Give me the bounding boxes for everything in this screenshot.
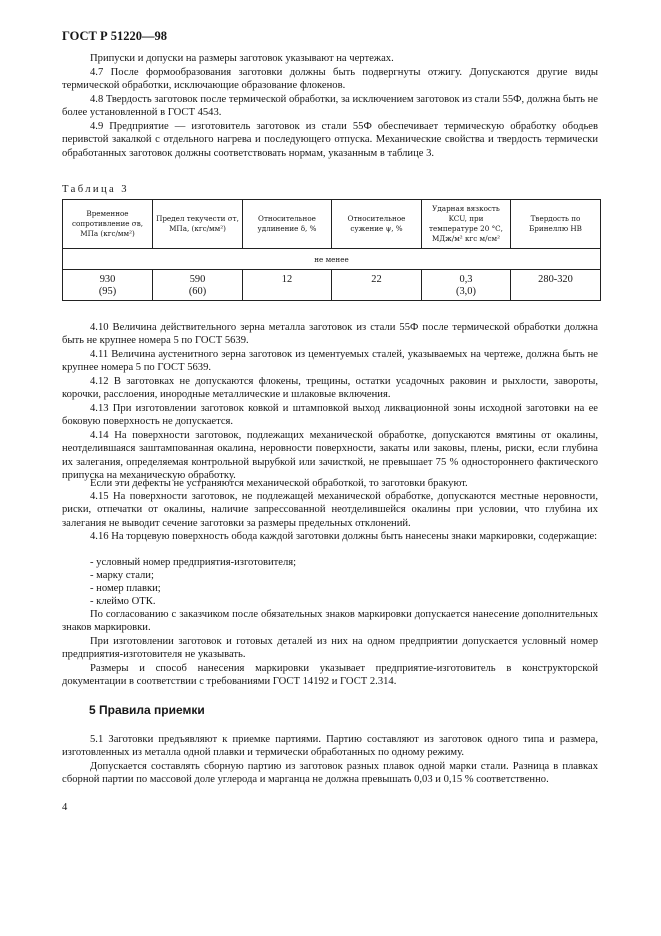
paragraph-4-15: 4.15 На поверхности заготовок, не подлежащей механической обработке, допускаются местные неровности, риски, отпечатки от окалины, наличие запрессованной неотделившейся окалины при условии, что глубина их залегания не выводит сечение заготовки за размеры предельных отклонений. [62,491,598,529]
paragraph-marking-method: Размеры и способ нанесения маркировки указывает предприятие-изготовитель в конструкторской документации в соответствии с требованиями ГОСТ 14192 и ГОСТ 2.314. [62,663,598,688]
table-3 [62,199,601,301]
list-item: - условный номер предприятия-изготовителя; [90,557,297,568]
paragraph-4-13: 4.13 При изготовлении заготовок ковкой и штамповкой выход ликвационной зоны исходной заготовки на ее боковую поверхность не допускается. [62,403,598,428]
paragraph-5-1-combined-lot: Допускается составлять сборную партию из заготовок разных плавок одной марки стали. Разница в плавках сборной партии по массовой доле углерода и марганца не должна превышать 0,03 и 0,15 % соответственно. [62,761,598,786]
table-header-row [63,200,601,249]
list-item: - номер плавки; [90,583,161,594]
paragraph-4-14-defects: Если эти дефекты не устраняются механической обработкой, то заготовки бракуют. [90,478,468,489]
section-title: 5 Правила приемки [89,703,205,717]
paragraph-4-9: 4.9 Предприятие — изготовитель заготовок из стали 55Ф обеспечивает термическую обработку ободьев перивстой закалкой с отдельного нагрева и последующего отпуска. Механические свойства и твердость термически обработанных заготовок должны соответствовать нормам, указанным в таблице 3. [62,121,598,159]
paragraph-5-1: 5.1 Заготовки предъявляют к приемке партиями. Партию составляют из заготовок одного типа и размера, изготовленных из металла одной плавки и термически обработанных по одному режиму. [62,734,598,759]
paragraph-same-enterprise: При изготовлении заготовок и готовых деталей из них на одном предприятии допускается условный номер предприятия-изготовителя не указывать. [62,636,598,661]
paragraph-4-11: 4.11 Величина аустенитного зерна заготовок из цементуемых сталей, указываемых на чертеже, должна быть не крупнее номера 5 по ГОСТ 5639. [62,349,598,374]
header-brinell-hardness: Твердость по Бринеллю НВ [511,200,601,249]
list-item: - марку стали; [90,570,154,581]
list-item: - клеймо ОТК. [90,596,156,607]
table-span-row [63,249,601,270]
paragraph-additional-marks: По согласованию с заказчиком после обязательных знаков маркировки допускается нанесение дополнительных знаков маркировки. [62,609,598,634]
header-impact-toughness: Ударная вязкость KCU, при температуре 20 °С, МДж/м² кгс м/см² [422,200,511,249]
cell-impact-toughness: 0,3 (3,0) [422,270,511,301]
cell-reduction: 22 [332,270,422,301]
paragraph-4-10: 4.10 Величина действительного зерна металла заготовок из стали 55Ф после термической обработки должна быть не крупнее номера 5 по ГОСТ 5639. [62,322,598,347]
cell-yield-strength: 590 (60) [153,270,243,301]
page-number: 4 [62,802,68,813]
paragraph-4-7: 4.7 После формообразования заготовки должны быть подвергнуты отжигу. Допускаются другие виды термической обработки, исключающие образование флокенов. [62,67,598,92]
paragraph-allowances: Припуски и допуски на размеры заготовок указывают на чертежах. [90,53,394,64]
header-yield-strength: Предел текучести σт, МПа, (кгс/мм²) [153,200,243,249]
table-caption: Таблица 3 [62,184,129,195]
cell-brinell-hardness: 280-320 [511,270,601,301]
table-row [63,270,601,301]
span-not-less: не менее [63,249,601,270]
paragraph-4-14: 4.14 На поверхности заготовок, подлежащих механической обработке, допускаются вмятины от окалины, неотделившаяся заштампованная окалина, неровности поверхности, закаты или заковы, плены, риски, если глубина их залегания, определяемая контрольной вырубкой или зачисткой, не превышает 75 % одностороннего фактического припуска на механическую обработку. [62,430,598,482]
paragraph-4-8: 4.8 Твердость заготовок после термической обработки, за исключением заготовок из стали 55Ф, должна быть не более установленной в ГОСТ 4543. [62,94,598,119]
cell-tensile-strength: 930 (95) [63,270,153,301]
header-elongation: Относительное удлинение δ, % [243,200,332,249]
paragraph-4-16: 4.16 На торцевую поверхность обода каждой заготовки должны быть нанесены знаки маркировки, содержащие: [90,531,598,542]
header-tensile-strength: Временное сопротивление σв, МПа (кгс/мм²) [63,200,153,249]
document-header: ГОСТ Р 51220—98 [62,29,168,43]
paragraph-4-12: 4.12 В заготовках не допускаются флокены, трещины, остатки усадочных раковин и рыхлости, завороты, корочки, расслоения, инородные металлические и шлаковые включения. [62,376,598,401]
header-reduction: Относительное сужение ψ, % [332,200,422,249]
cell-elongation: 12 [243,270,332,301]
